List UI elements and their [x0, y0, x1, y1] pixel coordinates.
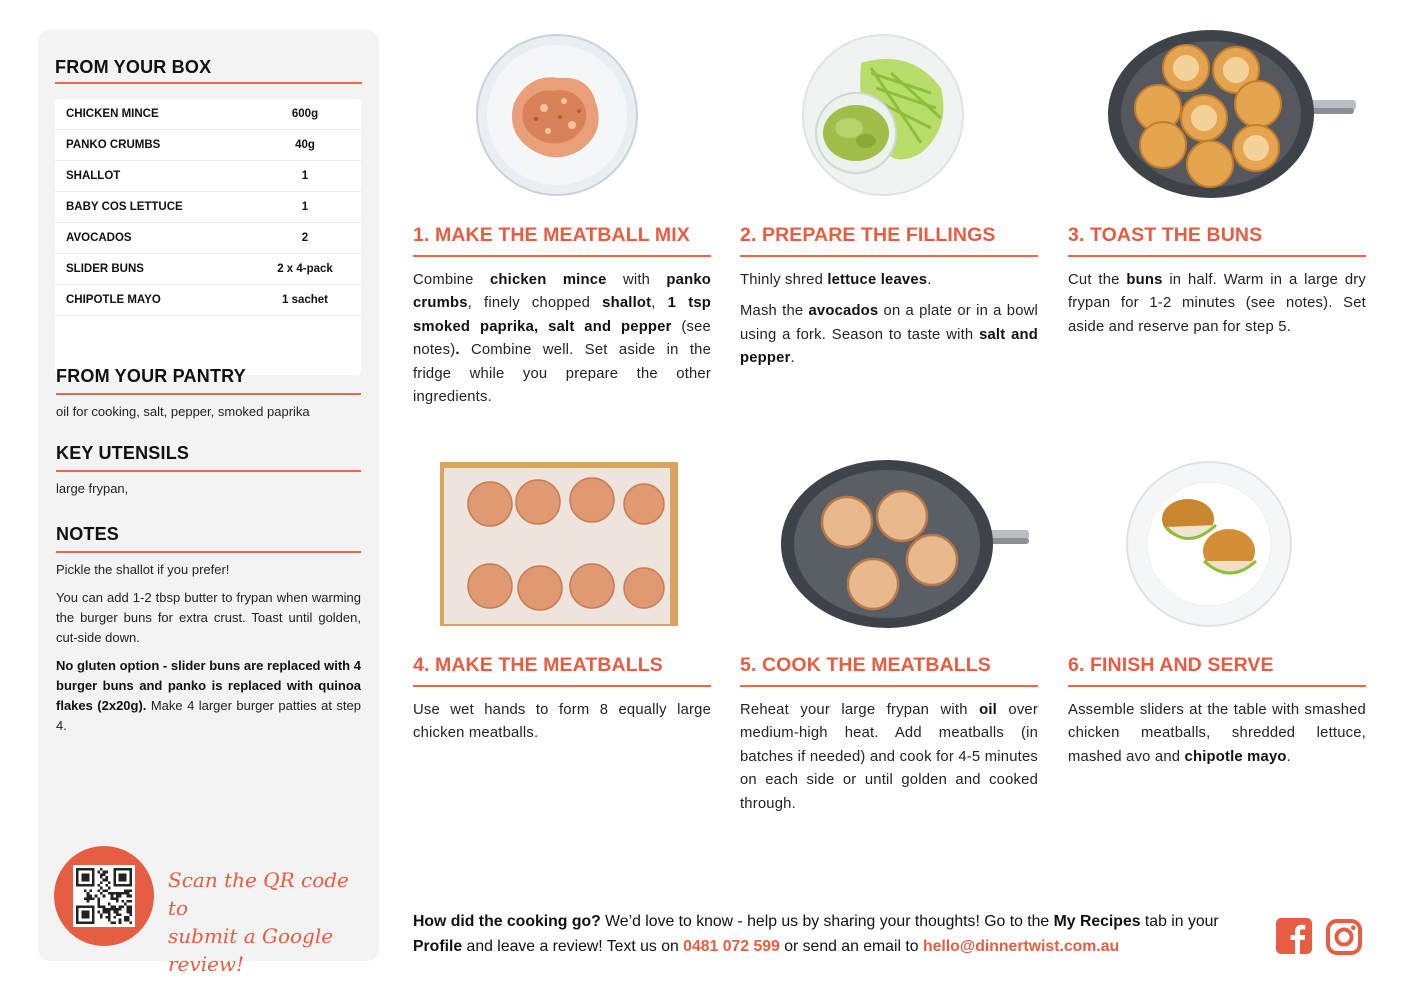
instagram-icon[interactable] [1325, 918, 1363, 956]
step-5-text [740, 699, 1038, 816]
divider [56, 393, 361, 395]
step-1-title: 1. MAKE THE MEATBALL MIX [413, 224, 690, 246]
ingredient-row [55, 192, 361, 223]
footer-question: How did the cooking go? [413, 913, 601, 930]
text-segment: Thinly shred [740, 272, 828, 288]
pantry-text: oil for cooking, salt, pepper, smoked paprika [56, 404, 310, 419]
text-segment: over medium-high heat. Add meatballs (in batches if needed) and cook for 4-5 minutes on each side or until golden and cooked through. [740, 702, 1038, 812]
text-segment: Assemble sliders at the table with smashed chicken meatballs, shredded lettuce, mashed avo and [1068, 702, 1366, 765]
text-segment: . [927, 272, 932, 288]
footer-text-4: or send an email to [779, 938, 923, 955]
divider [413, 685, 711, 687]
utensils-text: large frypan, [56, 481, 129, 496]
sliders-plate-image [1126, 461, 1292, 632]
notes-title: NOTES [56, 524, 120, 544]
bold-text: . [455, 342, 460, 359]
ingredient-row [55, 254, 361, 285]
ingredient-row [55, 161, 361, 192]
chicken-mince-bowl-image [474, 33, 640, 202]
step-4 [413, 654, 711, 746]
step-4-title: 4. MAKE THE MEATBALLS [413, 654, 663, 676]
footer-text-2: tab in your [1140, 913, 1219, 930]
from-your-pantry-section [56, 366, 361, 422]
note-3-rest: Make 4 larger burger patties at step 4. [56, 698, 361, 733]
divider [413, 255, 711, 257]
qr-badge[interactable] [54, 846, 154, 946]
ingredient-row [55, 130, 361, 161]
step-5-title: 5. COOK THE MEATBALLS [740, 654, 991, 676]
step-2 [740, 224, 1038, 379]
text-segment: Combine [413, 272, 490, 288]
text-segment: Mash the [740, 303, 809, 320]
step-2-paragraph-2 [740, 300, 1038, 370]
notes-text [56, 560, 361, 736]
text-segment: . [790, 350, 795, 367]
ingredient-row [55, 99, 361, 130]
step-2-paragraph-1 [740, 269, 1038, 292]
bold-text: salt and pepper [740, 326, 1039, 367]
step-3-title: 3. TOAST THE BUNS [1068, 224, 1263, 246]
lettuce-avocado-plate-image [801, 33, 965, 202]
bold-text: avocados [808, 303, 879, 320]
qr-caption-line2: submit a Google review! [168, 924, 334, 976]
ingredient-quantity: 2 [301, 232, 309, 244]
divider [740, 255, 1038, 257]
text-segment: . [1286, 748, 1291, 765]
divider [55, 82, 362, 84]
notes-section [56, 524, 361, 744]
step-3 [1068, 224, 1366, 339]
bold-text: oil [979, 702, 997, 718]
text-segment: with [606, 272, 667, 288]
step-1-text [413, 269, 711, 409]
qr-code-icon [73, 865, 135, 927]
text-segment: Cut the [1068, 272, 1127, 288]
note-3 [56, 656, 361, 736]
bold-text: 1 tsp smoked paprika, salt and pepper [413, 295, 711, 335]
divider [56, 470, 361, 472]
note-1: Pickle the shallot if you prefer! [56, 562, 230, 577]
ingredient-quantity: 1 [301, 170, 309, 182]
text-segment: (see notes) [413, 318, 711, 359]
footer-text-3: and leave a review! Text us on [462, 938, 684, 955]
ingredient-quantity: 600g [291, 108, 319, 120]
feedback-footer [413, 909, 1263, 959]
phone-link[interactable]: 0481 072 599 [683, 938, 780, 955]
text-segment: in half. Warm in a large dry frypan for 1-2 minutes (see notes). Set aside and reserve pan for step 5. [1068, 272, 1367, 335]
email-link[interactable]: hello@dinnertwist.com.au [922, 938, 1120, 955]
step-3-text [1068, 269, 1366, 339]
divider [56, 551, 361, 553]
ingredient-name: SLIDER BUNS [66, 263, 144, 275]
divider [1068, 685, 1366, 687]
ingredient-quantity: 1 sachet [281, 294, 329, 306]
bold-text: shallot [602, 295, 652, 312]
bold-text: panko crumbs [413, 272, 711, 312]
note-3-bold: No gluten option - slider buns are replaced with 4 burger buns and panko is replaced with quinoa flakes (2x20g). [56, 658, 361, 713]
ingredient-row [55, 223, 361, 254]
ingredient-row [55, 285, 361, 316]
ingredient-name: CHIPOTLE MAYO [66, 294, 161, 306]
step-2-title: 2. PREPARE THE FILLINGS [740, 224, 996, 246]
qr-caption-line1: Scan the QR code to [168, 868, 349, 920]
meatballs-tray-image [440, 462, 678, 631]
step-4-text [413, 699, 711, 746]
bold-text: chipotle mayo [1184, 748, 1287, 765]
buns-frypan-image [1108, 30, 1358, 203]
footer-text-1: We’d love to know - help us by sharing your thoughts! Go to the [600, 913, 1054, 930]
text-segment: Reheat your large frypan with [740, 702, 980, 718]
my-recipes-link[interactable]: My Recipes [1053, 913, 1141, 930]
facebook-icon[interactable] [1276, 918, 1314, 956]
ingredient-name: PANKO CRUMBS [66, 139, 161, 151]
step-6 [1068, 654, 1366, 769]
profile-link[interactable]: Profile [413, 938, 463, 955]
text-segment: Combine well. Set aside in the fridge while you prepare the other ingredients. [413, 342, 711, 406]
step-6-title: 6. FINISH AND SERVE [1068, 654, 1274, 676]
step-2-text [740, 269, 1038, 371]
key-utensils-section [56, 443, 361, 499]
step-5 [740, 654, 1038, 816]
from-your-box-title: FROM YOUR BOX [55, 57, 212, 77]
text-segment: , [651, 295, 668, 312]
meatballs-frypan-image [781, 460, 1031, 633]
bold-text: chicken mince [489, 272, 607, 288]
text-segment: on a plate or in a bowl using a fork. Season to taste with [740, 303, 1039, 343]
ingredients-table [55, 99, 361, 375]
key-utensils-title: KEY UTENSILS [56, 443, 190, 463]
sidebar [38, 30, 379, 976]
from-your-pantry-title: FROM YOUR PANTRY [56, 366, 246, 386]
qr-caption [168, 866, 368, 978]
ingredient-name: BABY COS LETTUCE [66, 201, 183, 213]
ingredient-name: AVOCADOS [66, 232, 132, 244]
ingredient-quantity: 2 x 4-pack [277, 263, 333, 275]
text-segment: , finely chopped [467, 295, 603, 312]
divider [740, 685, 1038, 687]
ingredient-quantity: 1 [301, 201, 309, 213]
ingredient-quantity: 40g [295, 139, 315, 151]
divider [1068, 255, 1366, 257]
text-segment: Use wet hands to form 8 equally large chicken meatballs. [413, 702, 711, 742]
bold-text: buns [1126, 272, 1163, 288]
step-6-text [1068, 699, 1366, 769]
bold-text: lettuce leaves [827, 272, 928, 288]
note-2: You can add 1-2 tbsp butter to frypan when warming the burger buns for extra crust. Toast until golden, cut-side down. [56, 590, 361, 645]
ingredient-name: CHICKEN MINCE [66, 108, 159, 120]
step-1 [413, 224, 711, 409]
ingredient-name: SHALLOT [66, 170, 121, 182]
